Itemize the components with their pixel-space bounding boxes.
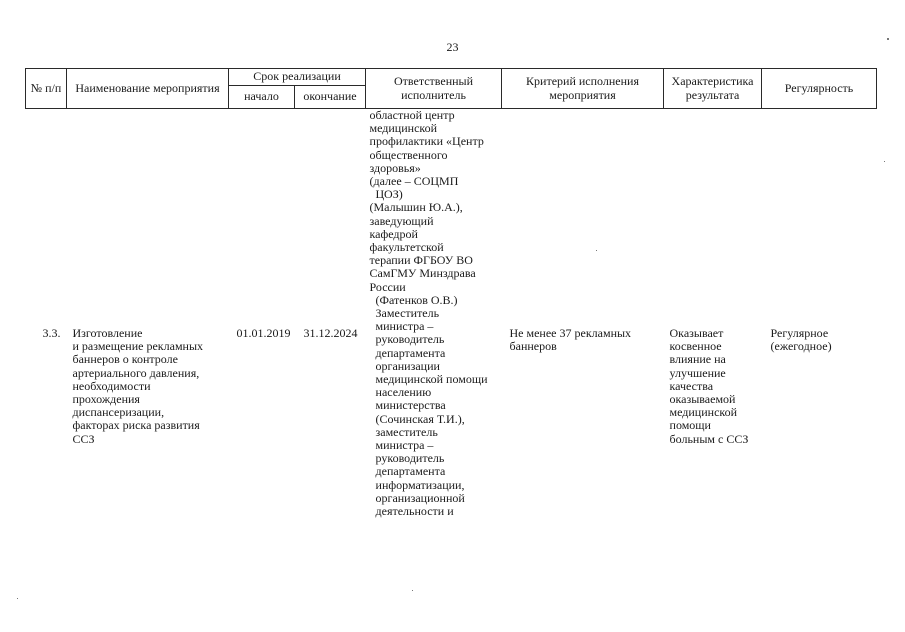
measures-table: [25, 68, 877, 518]
scan-speck: [887, 38, 889, 40]
header-result: Характеристика результата: [664, 69, 762, 109]
result-text: Оказывает косвенное влияние на улучшение качества оказываемой медицинской помощи больным с ССЗ: [669, 326, 749, 446]
scan-speck: [17, 598, 18, 599]
criterion-text: Не менее 37 рекламных баннеров: [509, 326, 632, 354]
regularity-cell: [762, 109, 877, 519]
responsible-continued: областной центр медицинской профилактики «Центр общественного здоровья» (далее – СОЦМП ЦОЗ) (Малышин Ю.А.), заведующий кафедрой факультетской терапии ФГБОУ ВО СамГМУ Минздрава России (Фатенков О.В.): [369, 108, 484, 307]
header-period: Срок реализации: [229, 69, 366, 86]
responsible-cell: [366, 109, 502, 519]
header-name: Наименование мероприятия: [67, 69, 229, 109]
scan-speck: [884, 161, 885, 162]
header-responsible: Ответственный исполнитель: [366, 69, 502, 109]
row-number: 3.3.: [42, 326, 61, 340]
header-number: № п/п: [26, 69, 67, 109]
end-date: 31.12.2024: [303, 326, 358, 340]
measure-name: Изготовление и размещение рекламных баннеров о контроле артериального давления, необходимости прохождения диспансеризации, факторах риска развития ССЗ: [72, 326, 204, 446]
regularity-text: Регулярное (ежегодное): [770, 326, 832, 354]
header-regularity: Регулярность: [762, 69, 877, 109]
header-start: начало: [229, 86, 295, 109]
scan-speck: [412, 590, 413, 591]
responsible-deputies: Заместитель министра – руководитель департамента организации медицинской помощи населению министерства (Сочинская Т.И.), заместитель министра – руководитель департамента информатизации, организационной деятельности и: [375, 306, 488, 519]
result-cell: [664, 109, 762, 519]
page-number: 23: [446, 40, 459, 54]
table-row: [26, 109, 877, 519]
start-date: 01.01.2019: [236, 326, 291, 340]
start-date-cell: [229, 109, 295, 519]
header-criterion: Критерий исполнения мероприятия: [502, 69, 664, 109]
criterion-cell: [502, 109, 664, 519]
number-cell: [26, 109, 67, 519]
name-cell: [67, 109, 229, 519]
end-date-cell: [295, 109, 366, 519]
header-end: окончание: [295, 86, 366, 109]
scan-speck: [596, 250, 597, 251]
